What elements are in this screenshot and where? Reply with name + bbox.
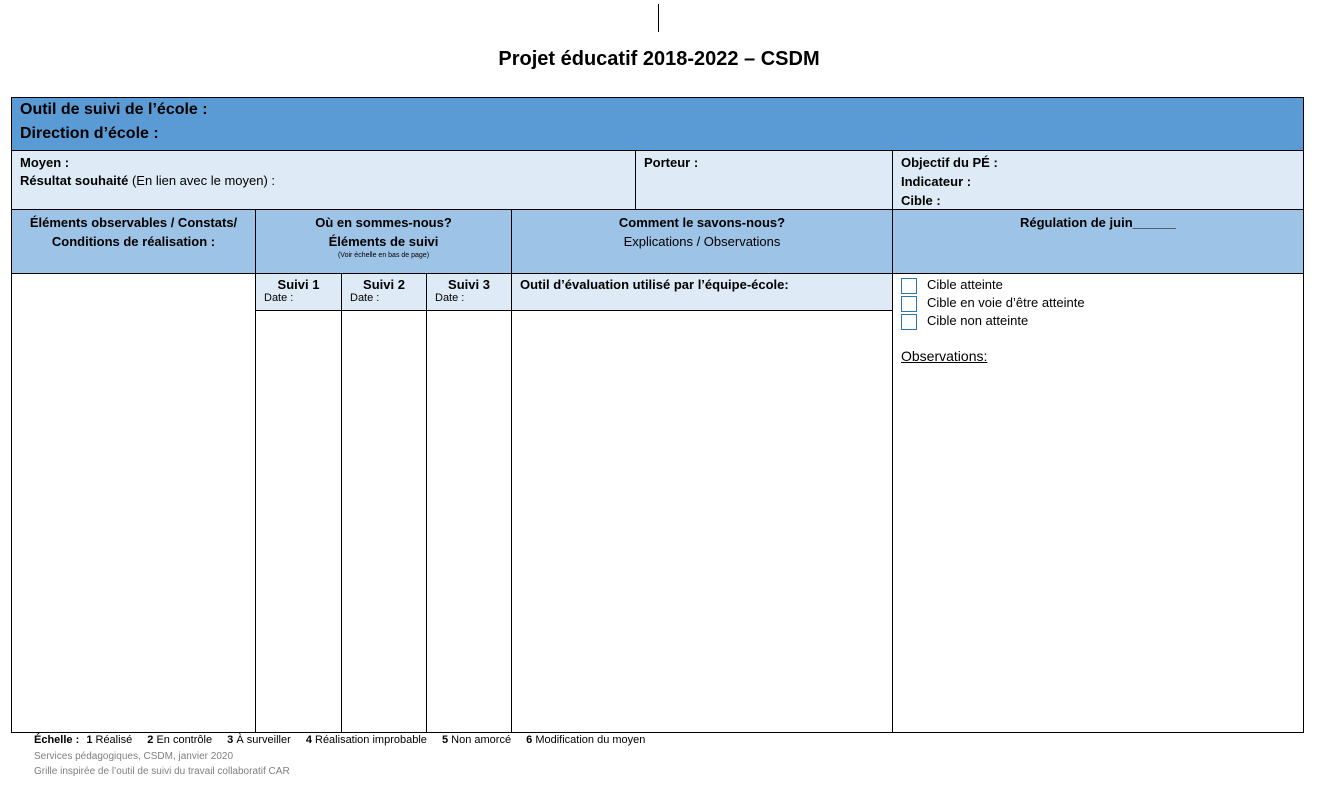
elements-header-line1: Éléments observables / Constats/ — [29, 215, 238, 230]
objectif-cell[interactable] — [892, 150, 1304, 210]
page-title: Projet éducatif 2018-2022 – CSDM — [498, 48, 820, 70]
indicateur-label: Indicateur : — [901, 174, 972, 189]
objectif-label: Objectif du PÉ : — [901, 155, 998, 170]
suivi-label: Suivi 2 — [363, 277, 405, 292]
suivi-1-header — [255, 273, 342, 311]
checkbox-label: Cible non atteinte — [927, 313, 1029, 328]
scale-text: À surveiller — [236, 734, 291, 746]
scale-legend — [34, 734, 645, 746]
scale-number: 3 — [227, 734, 234, 746]
suivi-3-header — [426, 273, 512, 311]
checkbox-cible-non-atteinte[interactable] — [901, 312, 1295, 330]
regulation-body — [892, 273, 1304, 733]
regulation-header-title: Régulation de juin______ — [1019, 215, 1177, 230]
comment-header-sub: Explications / Observations — [623, 234, 781, 249]
checkbox-icon[interactable] — [901, 314, 917, 330]
scale-text: Réalisé — [95, 734, 133, 746]
outil-eval-body[interactable] — [511, 310, 893, 733]
ou-header-line1: Où en sommes-nous? — [315, 215, 452, 230]
regulation-header — [892, 209, 1304, 274]
ou-header-note: (Voir échelle en bas de page) — [337, 252, 430, 259]
scale-number: 4 — [305, 734, 312, 746]
suivi-date: Date : — [435, 292, 465, 304]
ou-header-line2: Éléments de suivi — [328, 234, 439, 249]
scale-text: En contrôle — [156, 734, 213, 746]
cible-label: Cible : — [901, 193, 941, 208]
scale-text: Non amorcé — [451, 734, 512, 746]
suivi-2-header — [341, 273, 427, 311]
checkbox-icon[interactable] — [901, 296, 917, 312]
scale-number: 6 — [526, 734, 533, 746]
credit-line-2: Grille inspirée de l’outil de suivi du travail collaboratif CAR — [34, 766, 290, 777]
scale-text: Réalisation improbable — [315, 734, 427, 746]
checkbox-icon[interactable] — [901, 278, 917, 294]
suivi-1-body[interactable] — [255, 310, 342, 733]
moyen-label: Moyen : — [20, 155, 70, 170]
checkbox-cible-atteinte[interactable] — [901, 276, 1295, 294]
comment-header-title: Comment le savons-nous? — [618, 215, 786, 230]
scale-number: 1 — [86, 734, 93, 746]
moyen-cell[interactable] — [11, 150, 636, 210]
checkbox-label: Cible atteinte — [927, 277, 1003, 292]
elements-header-line2: Conditions de réalisation : — [51, 234, 216, 249]
echelle-label: Échelle : — [34, 734, 80, 746]
outil-eval-label: Outil d’évaluation utilisé par l’équipe-école: — [520, 277, 789, 292]
elements-header — [11, 209, 256, 274]
resultat-note: (En lien avec le moyen) : — [128, 173, 276, 188]
checkbox-label: Cible en voie d’être atteinte — [927, 295, 1085, 310]
suivi-label: Suivi 3 — [448, 277, 490, 292]
porteur-cell[interactable] — [635, 150, 893, 210]
outil-eval-header — [511, 273, 893, 311]
suivi-2-body[interactable] — [341, 310, 427, 733]
ou-header — [255, 209, 512, 274]
porteur-label: Porteur : — [644, 155, 699, 170]
suivi-label: Suivi 1 — [277, 277, 320, 292]
header-row — [11, 97, 1304, 151]
credit-line-1: Services pédagogiques, CSDM, janvier 2020 — [34, 751, 233, 762]
scale-text: Modification du moyen — [535, 734, 646, 746]
direction-label: Direction d’école : — [20, 125, 159, 142]
observations-label: Observations: — [901, 348, 988, 364]
scale-number: 2 — [147, 734, 154, 746]
comment-header — [511, 209, 893, 274]
resultat-label: Résultat souhaité — [20, 173, 129, 188]
outil-label: Outil de suivi de l’école : — [20, 101, 208, 118]
checkbox-cible-en-voie[interactable] — [901, 294, 1295, 312]
scale-number: 5 — [441, 734, 449, 746]
elements-body[interactable] — [11, 273, 256, 733]
suivi-date: Date : — [264, 292, 294, 304]
cursor-line — [658, 4, 659, 32]
suivi-date: Date : — [350, 292, 380, 304]
suivi-3-body[interactable] — [426, 310, 512, 733]
